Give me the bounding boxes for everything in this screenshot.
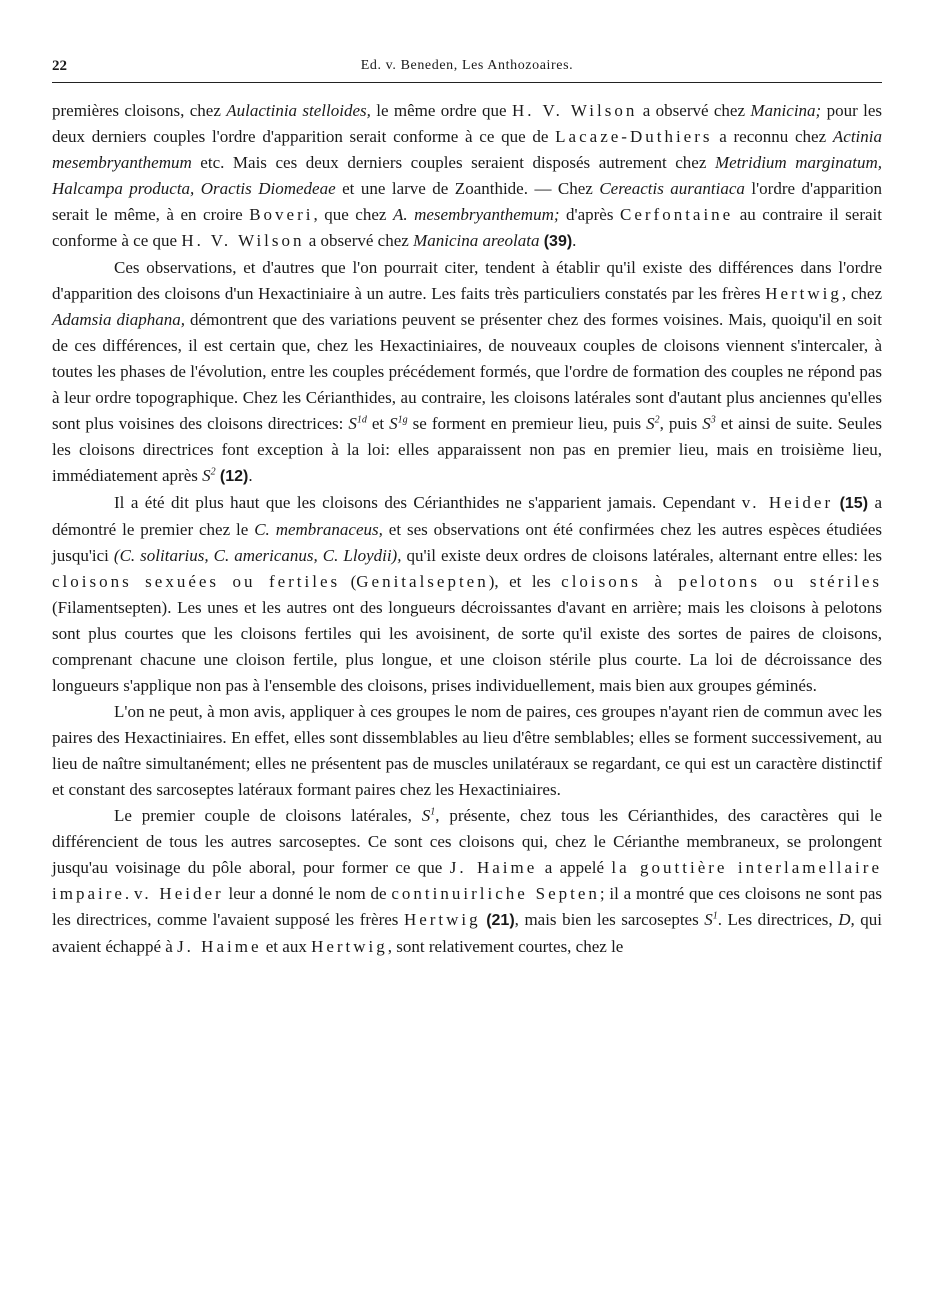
italic-term: S	[646, 414, 655, 433]
reference-number: (39)	[543, 233, 573, 250]
spaced-name: v. Heider	[741, 493, 834, 512]
italic-term: S	[421, 806, 431, 825]
reference-number: (21)	[486, 912, 515, 929]
italic-term: Manicina areolata	[413, 231, 540, 250]
italic-term: Cereactis aurantiaca	[599, 179, 745, 198]
spaced-name: Hertwig	[403, 910, 481, 929]
italic-term: C. membranaceus,	[254, 520, 383, 539]
spaced-name: continuirliche Septen	[391, 884, 600, 903]
spaced-name: Genitalsepten	[356, 572, 489, 591]
paragraph: L'on ne peut, à mon avis, appliquer à ces groupes le nom de paires, ces groupes n'ayant rien de commun avec les paires des Hexactiniaires. En effet, elles sont dissemblables au lieu d'être semblables; elles se forment successivement, au lieu de naître simultanément; elles ne présentent pas de muscles unilatéraux se regardant, ce qui est un caractère distinctif et constant des sarcoseptes latéraux formant paires chez les Hexactiniaires.	[52, 702, 882, 799]
spaced-name: la gouttière interlamellaire impaire	[52, 858, 882, 903]
italic-term: S	[704, 910, 713, 929]
spaced-name: J. Haime	[449, 858, 538, 877]
superscript: 1	[430, 806, 436, 818]
spaced-name: H. V. Wilson	[181, 231, 305, 250]
italic-term: Metridium marginatum, Halcampa producta, Oractis Diomedeae	[52, 153, 882, 198]
spaced-name: Boveri	[249, 205, 314, 224]
page-header	[52, 58, 882, 80]
spaced-name: Hertwig	[765, 284, 842, 303]
italic-term: Manicina;	[750, 101, 822, 120]
italic-term: (C. solitarius, C. americanus, C. Lloydii),	[113, 546, 402, 565]
reference-number: (15)	[839, 495, 869, 512]
superscript: 1d	[356, 414, 367, 426]
superscript: 1g	[397, 414, 408, 426]
page-number: 22	[52, 58, 67, 74]
superscript: 2	[654, 414, 660, 426]
superscript: 1	[712, 910, 718, 922]
spaced-name: Cerfontaine	[619, 205, 734, 224]
italic-term: S	[389, 414, 398, 433]
running-head: Ed. v. Beneden, Les Anthozoaires.	[360, 58, 574, 73]
reference-number: (12)	[219, 468, 249, 485]
italic-term: S	[348, 414, 357, 433]
spaced-name: H. V. Wilson	[511, 101, 638, 120]
spaced-name: J. Haime	[177, 937, 262, 956]
paragraph: Ces observations, et d'autres que l'on pourrait citer, tendent à établir qu'il existe des différences dans l'ordre d'apparition des cloisons d'un Hexactiniaire à un autre. Les faits très particuliers constatés par les frères Hertwig, chez Adamsia diaphana, démontrent que des variations peuvent se présenter chez des formes voisines. Mais, quoiqu'il en soit de ces différences, il est certain que, chez les Hexactiniaires, de nouveaux couples de cloisons viennent s'intercaler, à toutes les phases de l'évolution, entre les couples précédement formés, que l'ordre de formation des couples ne répond pas à leur ordre topographique. Chez les Cérianthides, au contraire, les cloisons latérales sont d'autant plus anciennes qu'elles sont plus voisines des cloisons directrices: $S^{1d}$ et $S^{1g}$ se forment en premieur lieu, puis $S^2$, puis $S^3$ et ainsi de suite. Seules les cloisons directrices font exception à la loi: elles apparaissent non pas en premier lieu, mais en troisième lieu, immédiatement après $S^2$ (12).	[52, 258, 882, 485]
paragraph: premières cloisons, chez Aulactinia stelloides, le même ordre que H. V. Wilson a observé chez Manicina; pour les deux derniers couples l'ordre d'apparition serait conforme à ce que de Lacaze-Duthiers a reconnu chez Actinia mesembryanthemum etc. Mais ces deux derniers couples seraient disposés autrement chez Metridium marginatum, Halcampa producta, Oractis Diomedeae et une larve de Zoanthide. — Chez Cereactis aurantiaca l'ordre d'apparition serait le même, à en croire Boveri, que chez A. mesembryanthemum; d'après Cerfontaine au contraire il serait conforme à ce que H. V. Wilson a observé chez Manicina areolata (39).	[52, 101, 882, 250]
superscript: 3	[710, 414, 716, 426]
superscript: 2	[210, 466, 216, 478]
spaced-name: cloisons sexuées ou fertiles	[52, 572, 341, 591]
paragraph: Il a été dit plus haut que les cloisons des Cérianthides ne s'apparient jamais. Cependant v. Heider (15) a démontré le premier chez le C. membranaceus, et ses observations ont été confirmées chez les autres espèces étudiées jusqu'ici (C. solitarius, C. americanus, C. Lloydii), qu'il existe deux ordres de cloisons latérales, alternant entre elles: les cloisons sexuées ou fertiles (Genitalsepten), et les cloisons à pelotons ou stériles (Filamentsepten). Les unes et les autres ont des longueurs décroissantes d'avant en arrière; mais les cloisons à pelotons sont plus courtes que les cloisons fertiles qui les avoisinent, de sorte qu'il existe des sortes de paires de cloisons, comprenant chacune une cloison fertile, plus longue, et une cloison stérile plus courte. La loi de décroissance des longueurs s'applique non pas à l'ensemble des cloisons, prises individuellement, mais bien aux groupes géminés.	[52, 493, 883, 695]
italic-term: A. mesembryanthemum;	[392, 205, 560, 224]
italic-term: S	[702, 414, 711, 433]
spaced-name: Lacaze-Duthiers	[555, 127, 713, 146]
italic-term: Adamsia diaphana,	[52, 310, 186, 329]
italic-term: Aulactinia stelloides,	[226, 101, 371, 120]
italic-term: Actinia mesembryanthemum	[52, 127, 882, 172]
italic-term: D,	[838, 910, 855, 929]
spaced-name: cloisons à pelotons ou stériles	[561, 572, 882, 591]
paragraph: Le premier couple de cloisons latérales, $S^1$, présente, chez tous les Cérianthides, des caractères qui le différencient de tous les autres sarcoseptes. Ce sont ces cloisons qui, chez le Cérianthe membraneux, se prolongent jusqu'au voisinage du pôle aboral, pour former ce que J. Haime a appelé la gouttière interlamellaire impaire. v. Heider leur a donné le nom de continuirliche Septen; il a montré que ces cloisons ne sont pas les directrices, comme l'avaient supposé les frères Hertwig (21), mais bien les sarcoseptes $S^1$. Les directrices, D, qui avaient échappé à J. Haime et aux Hertwig, sont relativement courtes, chez le	[52, 806, 883, 956]
spaced-name: v. Heider	[133, 884, 224, 903]
italic-term: S	[202, 466, 211, 485]
header-rule	[52, 82, 882, 83]
body-text	[52, 98, 882, 960]
spaced-name: Hertwig	[311, 937, 388, 956]
